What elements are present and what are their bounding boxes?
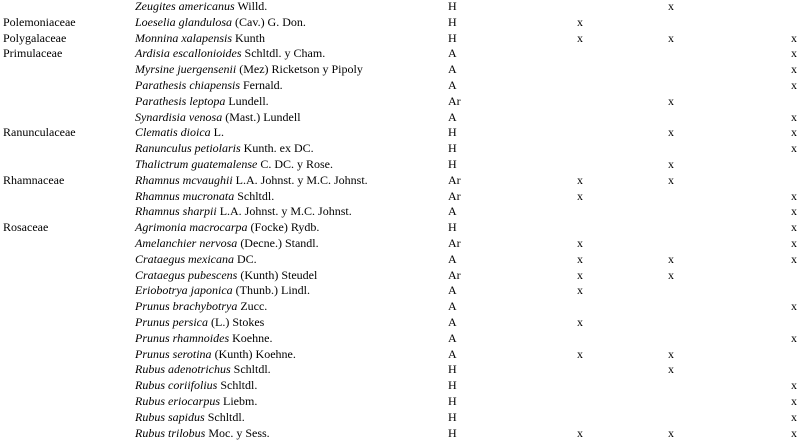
species-name: Agrimonia macrocarpa [135, 220, 248, 235]
species-authority: Schltdl. y Cham. [244, 46, 326, 61]
presence-mark-col2: x [668, 267, 674, 282]
habit-cell: H [448, 409, 457, 424]
presence-mark-col1: x [577, 346, 583, 361]
table-row [0, 31, 800, 47]
habit-cell: H [448, 378, 457, 393]
habit-cell: A [448, 330, 457, 345]
species-authority: Schltdl. [207, 409, 245, 424]
species-cell [135, 189, 274, 205]
species-name: Prunus brachybotrya [135, 299, 238, 314]
species-name: Ranunculus petiolaris [135, 141, 241, 156]
presence-mark-col3: x [791, 77, 797, 92]
species-authority: Koehne. [232, 330, 273, 345]
table-row [0, 283, 800, 299]
species-authority: Zucc. [240, 299, 268, 314]
table-row [0, 236, 800, 252]
species-name: Rhamnus mcvaughii [135, 172, 233, 187]
habit-cell: H [448, 156, 457, 171]
species-name: Crataegus pubescens [135, 267, 238, 282]
species-cell [135, 268, 317, 284]
presence-mark-col3: x [791, 220, 797, 235]
species-cell [135, 426, 270, 442]
presence-mark-col1: x [577, 172, 583, 187]
species-authority: Willd. [237, 0, 268, 13]
species-cell [135, 299, 267, 315]
species-cell [135, 173, 368, 189]
species-name: Parathesis chiapensis [135, 77, 240, 92]
species-name: Amelanchier nervosa [135, 235, 238, 250]
table-row [0, 157, 800, 173]
table-row [0, 189, 800, 205]
species-authority: L. [213, 125, 225, 140]
species-cell [135, 347, 296, 363]
species-name: Crataegus mexicana [135, 251, 234, 266]
species-cell [135, 46, 325, 62]
presence-mark-col3: x [791, 330, 797, 345]
presence-mark-col1: x [577, 251, 583, 266]
table-row [0, 173, 800, 189]
habit-cell: A [448, 46, 457, 61]
presence-mark-col2: x [668, 346, 674, 361]
species-authority: DC. [236, 251, 257, 266]
family-cell: Rhamnaceae [3, 172, 65, 187]
habit-cell: H [448, 14, 457, 29]
family-cell: Polemoniaceae [3, 14, 76, 29]
table-row [0, 426, 800, 442]
presence-mark-col3: x [791, 30, 797, 45]
species-name: Ardisia escallonioides [135, 46, 242, 61]
species-cell [135, 410, 245, 426]
species-cell [135, 94, 269, 110]
species-cell [135, 62, 363, 78]
species-cell [135, 394, 257, 410]
table-row [0, 15, 800, 31]
presence-mark-col2: x [668, 425, 674, 440]
presence-mark-col3: x [791, 46, 797, 61]
presence-mark-col1: x [577, 267, 583, 282]
table-row [0, 204, 800, 220]
species-cell [135, 252, 257, 268]
table-row [0, 94, 800, 110]
presence-mark-col1: x [577, 30, 583, 45]
species-name: Rhamnus mucronata [135, 188, 235, 203]
family-cell: Polygalaceae [3, 30, 67, 45]
habit-cell: H [448, 393, 457, 408]
species-cell [135, 362, 271, 378]
table-row [0, 62, 800, 78]
presence-mark-col2: x [668, 93, 674, 108]
presence-mark-col3: x [791, 393, 797, 408]
species-cell [135, 125, 224, 141]
habit-cell: H [448, 0, 457, 13]
habit-cell: Ar [448, 267, 461, 282]
species-name: Thalictrum guatemalense [135, 156, 258, 171]
table-row [0, 110, 800, 126]
presence-mark-col3: x [791, 62, 797, 77]
habit-cell: A [448, 314, 457, 329]
table-row [0, 125, 800, 141]
table-row [0, 362, 800, 378]
species-authority: (Mast.) Lundell [225, 109, 301, 124]
species-authority: Kunth [235, 30, 265, 45]
habit-cell: A [448, 299, 457, 314]
table-row [0, 141, 800, 157]
table-row [0, 315, 800, 331]
species-cell [135, 220, 319, 236]
presence-mark-col3: x [791, 251, 797, 266]
species-name: Prunus persica [135, 314, 208, 329]
table-row [0, 268, 800, 284]
species-name: Zeugites americanus [135, 0, 235, 13]
presence-mark-col1: x [577, 235, 583, 250]
species-name: Prunus serotina [135, 346, 212, 361]
species-name: Synardisia venosa [135, 109, 223, 124]
presence-mark-col3: x [791, 299, 797, 314]
species-name: Parathesis leptopa [135, 93, 226, 108]
habit-cell: A [448, 77, 457, 92]
species-name: Myrsine juergensenii [135, 62, 237, 77]
species-cell [135, 141, 314, 157]
species-cell [135, 378, 257, 394]
species-cell [135, 236, 319, 252]
species-name: Rubus trilobus [135, 425, 206, 440]
habit-cell: H [448, 425, 457, 440]
habit-cell: H [448, 30, 457, 45]
habit-cell: Ar [448, 172, 461, 187]
species-name: Rubus sapidus [135, 409, 205, 424]
species-authority: (Mez) Ricketson y Pipoly [239, 62, 363, 77]
species-authority: (Decne.) Standl. [240, 235, 319, 250]
species-cell [135, 204, 352, 220]
species-cell [135, 78, 283, 94]
species-authority: (L.) Stokes [211, 314, 265, 329]
species-authority: Lundell. [228, 93, 269, 108]
species-authority: (Thunb.) Lindl. [235, 283, 310, 298]
habit-cell: A [448, 109, 457, 124]
presence-mark-col1: x [577, 314, 583, 329]
species-authority: Liebm. [223, 393, 258, 408]
species-name: Clematis dioica [135, 125, 211, 140]
species-cell [135, 315, 264, 331]
habit-cell: A [448, 283, 457, 298]
table-row [0, 78, 800, 94]
family-cell: Primulaceae [3, 46, 63, 61]
presence-mark-col1: x [577, 283, 583, 298]
presence-mark-col2: x [668, 156, 674, 171]
presence-mark-col3: x [791, 409, 797, 424]
presence-mark-col2: x [668, 362, 674, 377]
presence-mark-col3: x [791, 141, 797, 156]
presence-mark-col3: x [791, 125, 797, 140]
species-cell [135, 110, 301, 126]
table-row [0, 299, 800, 315]
species-name: Rubus eriocarpus [135, 393, 220, 408]
species-cell [135, 31, 265, 47]
habit-cell: A [448, 204, 457, 219]
table-row [0, 220, 800, 236]
presence-mark-col1: x [577, 14, 583, 29]
presence-mark-col3: x [791, 378, 797, 393]
table-row [0, 410, 800, 426]
table-row [0, 252, 800, 268]
habit-cell: A [448, 62, 457, 77]
presence-mark-col1: x [577, 188, 583, 203]
species-authority: Kunth. ex DC. [243, 141, 314, 156]
habit-cell: Ar [448, 93, 461, 108]
species-authority: Schltdl. [220, 378, 258, 393]
table-row [0, 331, 800, 347]
habit-cell: H [448, 362, 457, 377]
habit-cell: H [448, 141, 457, 156]
species-name: Rubus coriifolius [135, 378, 218, 393]
presence-mark-col3: x [791, 204, 797, 219]
species-authority: Schltdl. [233, 362, 271, 377]
table-row [0, 394, 800, 410]
species-authority: Schltdl. [237, 188, 275, 203]
presence-mark-col3: x [791, 109, 797, 124]
habit-cell: Ar [448, 188, 461, 203]
species-authority: (Cav.) G. Don. [235, 14, 306, 29]
species-cell [135, 331, 272, 347]
species-cell [135, 0, 267, 15]
species-authority: Moc. y Sess. [208, 425, 270, 440]
species-name: Monnina xalapensis [135, 30, 232, 45]
table-row [0, 347, 800, 363]
habit-cell: A [448, 251, 457, 266]
species-name: Loeselia glandulosa [135, 14, 233, 29]
species-authority: (Kunth) Steudel [240, 267, 318, 282]
presence-mark-col1: x [577, 425, 583, 440]
presence-mark-col2: x [668, 30, 674, 45]
presence-mark-col3: x [791, 188, 797, 203]
habit-cell: A [448, 346, 457, 361]
habit-cell: Ar [448, 235, 461, 250]
species-name: Prunus rhamnoides [135, 330, 230, 345]
species-authority: (Focke) Rydb. [250, 220, 320, 235]
presence-mark-col3: x [791, 425, 797, 440]
species-cell [135, 157, 333, 173]
habit-cell: H [448, 220, 457, 235]
species-cell [135, 15, 306, 31]
species-cell [135, 283, 310, 299]
species-name: Rhamnus sharpii [135, 204, 217, 219]
table-row [0, 0, 800, 15]
species-name: Rubus adenotrichus [135, 362, 231, 377]
species-authority: (Kunth) Koehne. [214, 346, 296, 361]
species-authority: L.A. Johnst. y M.C. Johnst. [219, 204, 352, 219]
habit-cell: H [448, 125, 457, 140]
species-authority: Fernald. [243, 77, 283, 92]
family-cell: Rosaceae [3, 220, 49, 235]
table-row [0, 46, 800, 62]
presence-mark-col2: x [668, 125, 674, 140]
species-authority: C. DC. y Rose. [260, 156, 334, 171]
species-authority: L.A. Johnst. y M.C. Johnst. [235, 172, 368, 187]
table-row [0, 378, 800, 394]
presence-mark-col3: x [791, 235, 797, 250]
presence-mark-col2: x [668, 172, 674, 187]
presence-mark-col2: x [668, 0, 674, 13]
family-cell: Ranunculaceae [3, 125, 76, 140]
species-name: Eriobotrya japonica [135, 283, 233, 298]
presence-mark-col2: x [668, 251, 674, 266]
